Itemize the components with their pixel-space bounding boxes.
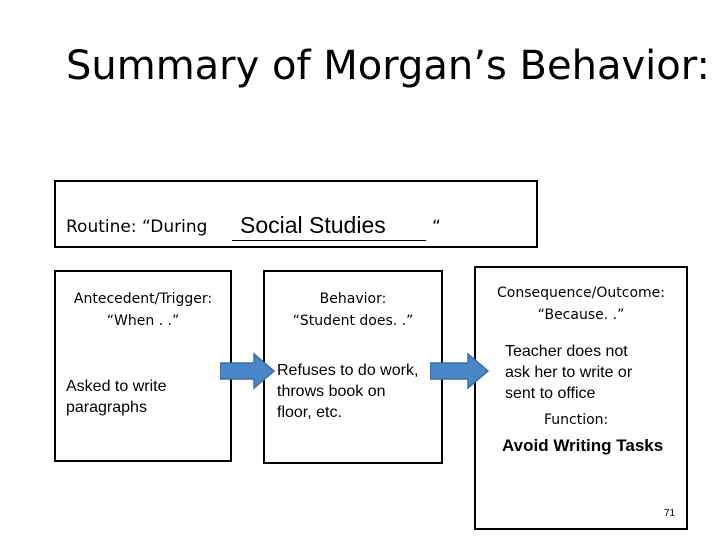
antecedent-text: [66, 376, 166, 418]
routine-value: Social Studies: [240, 212, 386, 238]
arrow-right-icon: [220, 352, 276, 390]
page-number: 71: [664, 508, 676, 519]
consequence-text: [505, 341, 632, 404]
antecedent-heading: [56, 288, 230, 332]
behavior-text: [277, 360, 418, 423]
antecedent-heading-line: Antecedent/Trigger:: [73, 291, 213, 307]
behavior-text-line: Refuses to do work,: [277, 362, 419, 379]
antecedent-box: [54, 270, 232, 462]
consequence-heading-line: Consequence/Outcome:: [496, 285, 665, 301]
behavior-heading-line: Behavior:: [319, 291, 387, 307]
consequence-text-line: Teacher does not: [505, 343, 628, 360]
consequence-heading: [476, 282, 686, 326]
consequence-text-line: sent to office: [505, 385, 596, 402]
behavior-heading: [265, 288, 441, 332]
antecedent-text-line: Asked to write: [66, 378, 167, 395]
behavior-text-line: floor, etc.: [277, 404, 342, 421]
routine-blank-line: [232, 240, 426, 241]
slide-title: Summary of Morgan’s Behavior:: [66, 43, 710, 89]
arrow-right-icon: [430, 352, 490, 390]
antecedent-text-line: paragraphs: [66, 399, 147, 416]
behavior-text-line: throws book on: [277, 383, 386, 400]
routine-closing-quote: “: [432, 217, 441, 237]
behavior-heading-line: “Student does. .”: [292, 313, 414, 329]
consequence-box: [474, 266, 688, 530]
consequence-heading-line: “Because. .”: [537, 307, 625, 323]
routine-label: Routine: “During: [66, 217, 208, 237]
antecedent-heading-line: “When . .”: [106, 313, 180, 329]
behavior-box: [263, 270, 443, 464]
function-value: Avoid Writing Tasks: [502, 436, 664, 455]
function-label: Function:: [544, 412, 609, 428]
consequence-text-line: ask her to write or: [505, 364, 633, 381]
